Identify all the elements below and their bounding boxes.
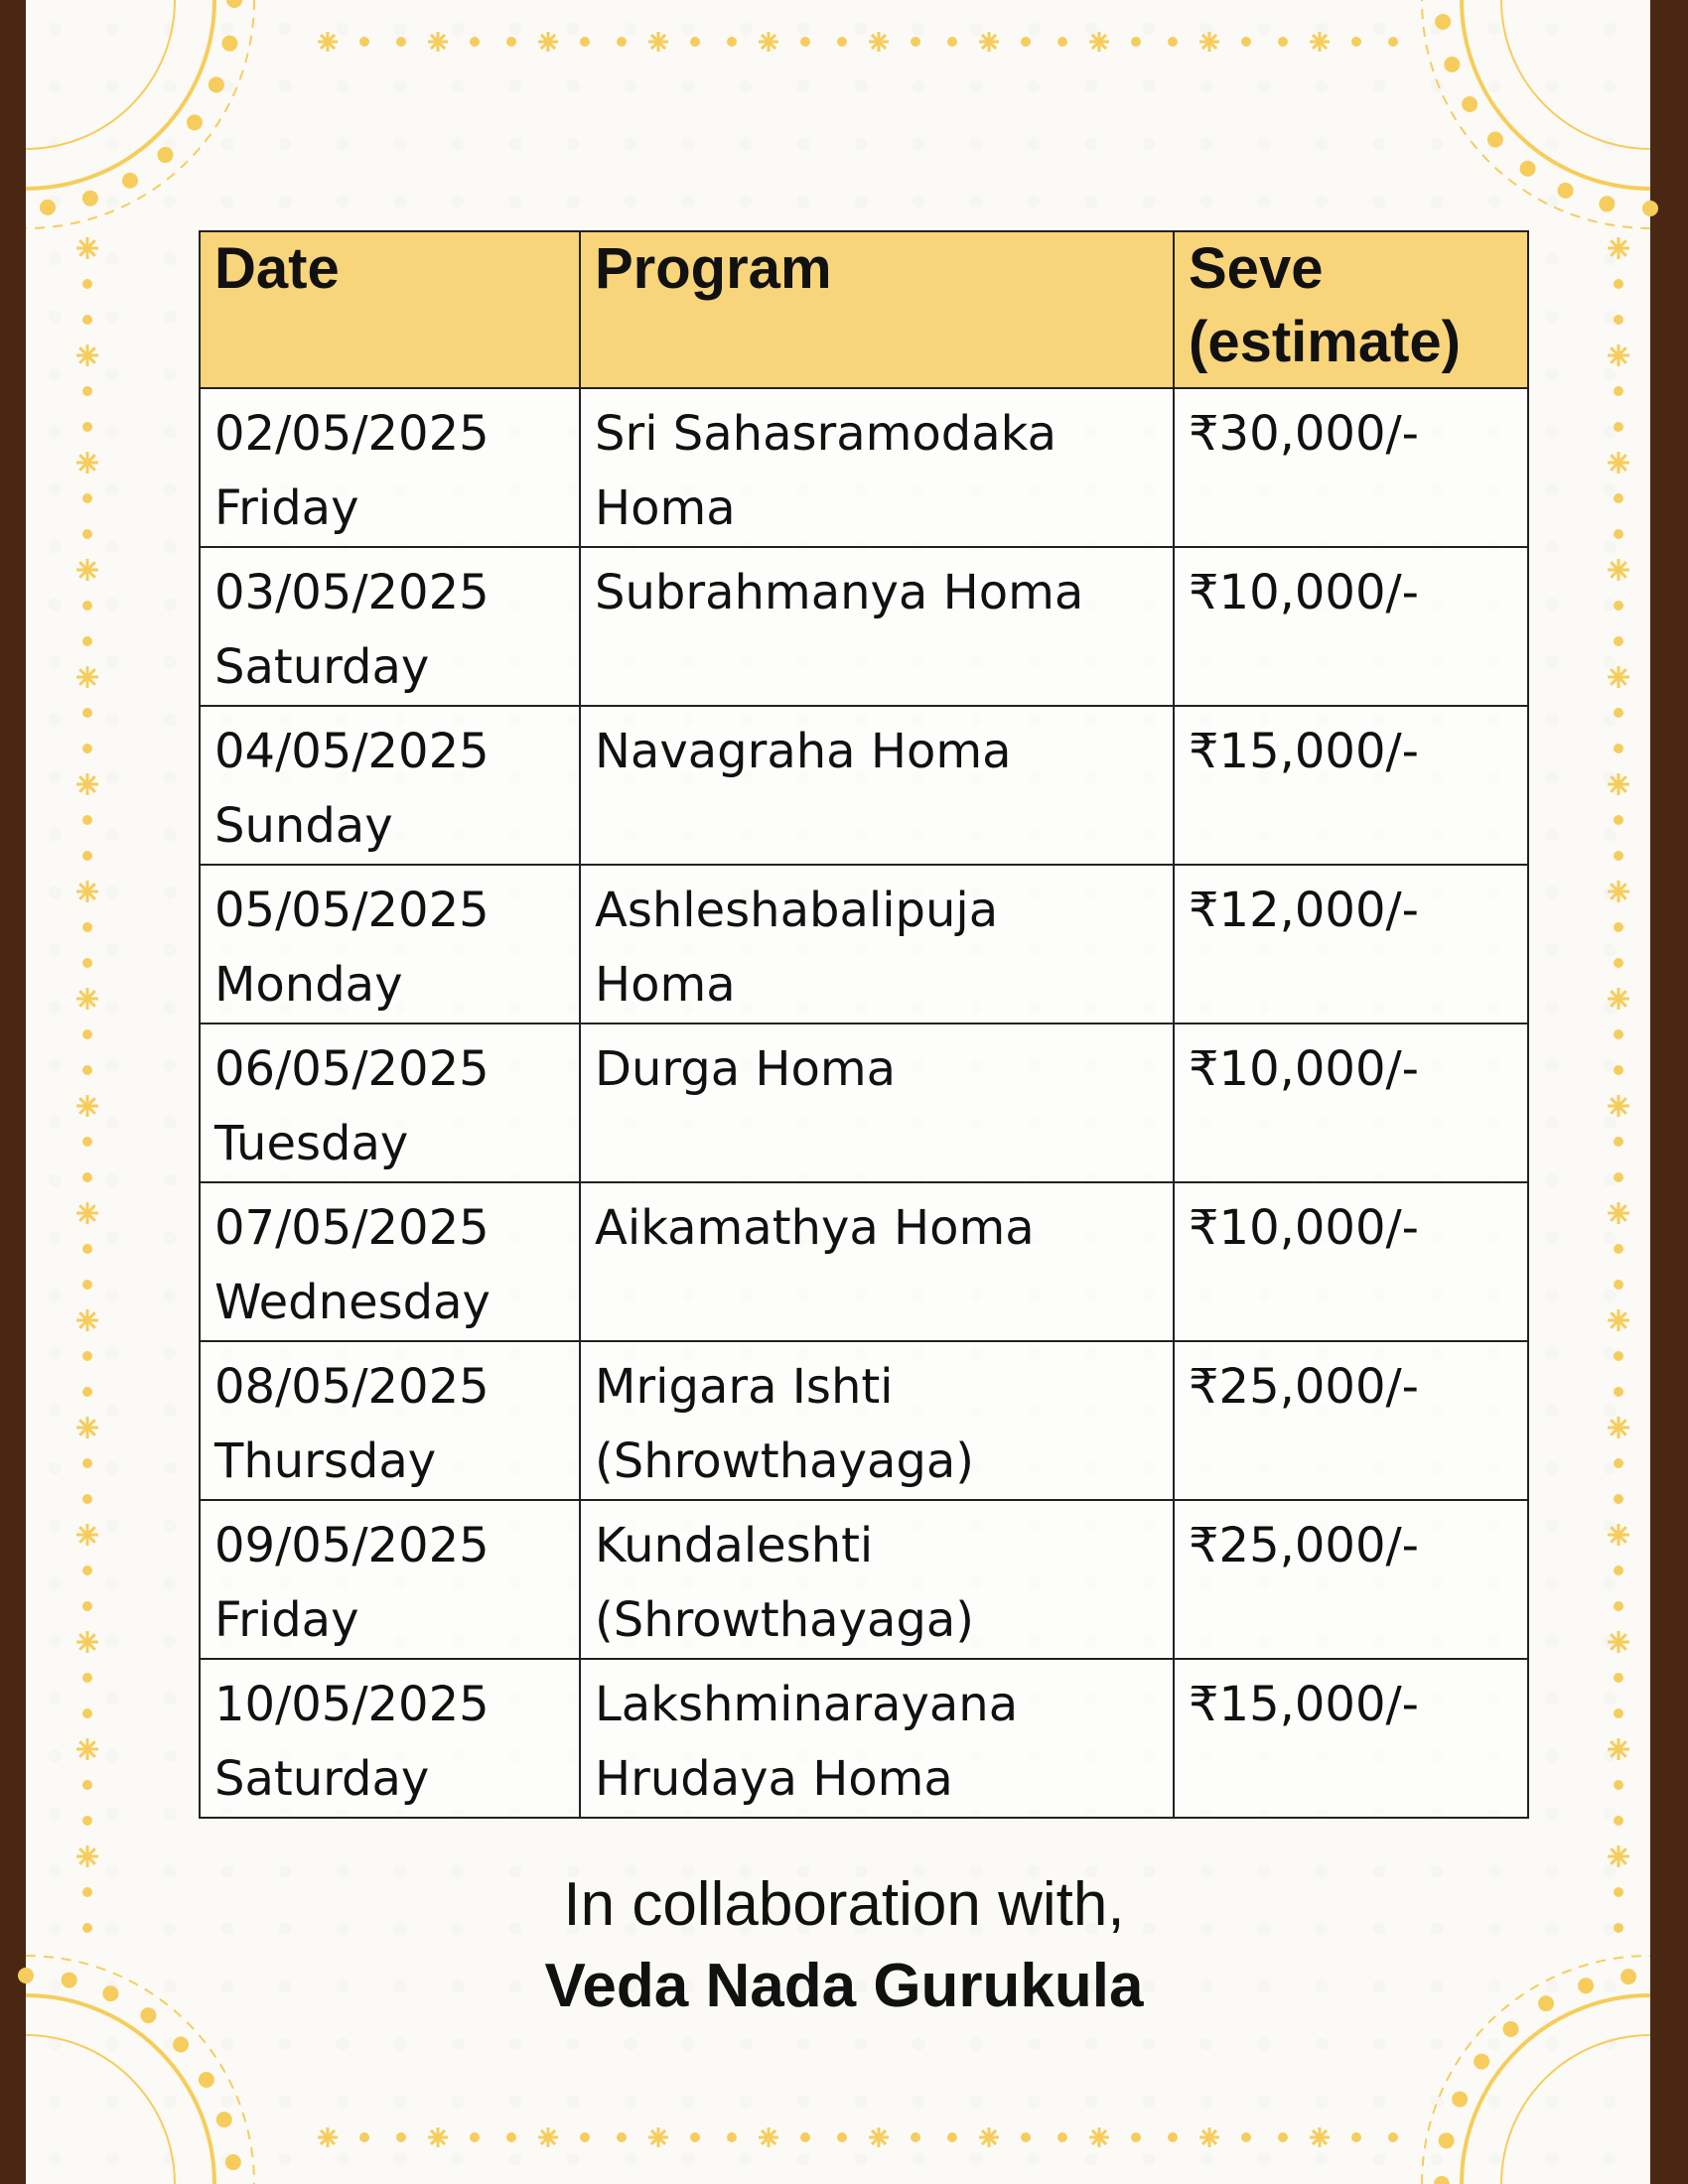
header-seve-line1: Seve [1189, 236, 1324, 301]
date-cell-line1: 10/05/2025 [214, 1677, 490, 1732]
header-seve-line2: (estimate) [1189, 310, 1461, 374]
date-cell [200, 1182, 580, 1341]
program-cell-line2: (Shrowthayaga) [595, 1592, 975, 1648]
program-cell-line1: Durga Homa [595, 1041, 897, 1097]
date-cell-line2: Friday [214, 480, 359, 536]
date-cell-line1: 05/05/2025 [214, 883, 490, 938]
date-cell-line2: Monday [214, 957, 403, 1013]
date-cell-line2: Friday [214, 1592, 359, 1648]
seve-cell [1174, 1659, 1528, 1818]
date-cell [200, 547, 580, 706]
date-cell-line1: 03/05/2025 [214, 565, 490, 620]
seve-cell [1174, 865, 1528, 1024]
header-program: Program [580, 231, 1174, 388]
date-cell [200, 1024, 580, 1182]
table-row [200, 1659, 1528, 1818]
date-cell [200, 706, 580, 865]
program-cell-line2: Homa [595, 957, 736, 1013]
program-cell-line1: Aikamathya Homa [595, 1200, 1035, 1256]
program-cell-line1: Subrahmanya Homa [595, 565, 1084, 620]
seve-cell [1174, 547, 1528, 706]
date-cell-line1: 07/05/2025 [214, 1200, 490, 1256]
table-row [200, 1341, 1528, 1500]
program-cell-line2: (Shrowthayaga) [595, 1433, 975, 1489]
program-cell [580, 388, 1174, 547]
program-cell-line2: Hrudaya Homa [595, 1751, 953, 1807]
date-cell-line2: Saturday [214, 639, 430, 695]
seve-cell [1174, 1500, 1528, 1659]
date-cell-line1: 02/05/2025 [214, 406, 490, 462]
seve-cell-line1: ₹25,000/- [1189, 1518, 1419, 1573]
seve-cell-line1: ₹10,000/- [1189, 1041, 1419, 1097]
header-date: Date [200, 231, 580, 388]
date-cell [200, 1341, 580, 1500]
collaboration-footer [0, 1864, 1688, 2027]
program-cell-line1: Ashleshabalipuja [595, 883, 999, 938]
seve-cell-line1: ₹15,000/- [1189, 724, 1419, 779]
seve-cell-line1: ₹25,000/- [1189, 1359, 1419, 1415]
date-cell [200, 1500, 580, 1659]
table-row [200, 388, 1528, 547]
date-cell-line2: Thursday [214, 1433, 437, 1489]
date-cell [200, 388, 580, 547]
date-cell-line2: Sunday [214, 798, 393, 854]
seve-cell-line1: ₹15,000/- [1189, 1677, 1419, 1732]
date-cell-line1: 04/05/2025 [214, 724, 490, 779]
program-cell-line2: Homa [595, 480, 736, 536]
date-cell [200, 1659, 580, 1818]
collaboration-text: In collaboration with, [563, 1870, 1125, 1939]
program-cell [580, 1659, 1174, 1818]
seve-cell [1174, 706, 1528, 865]
date-cell-line2: Wednesday [214, 1275, 491, 1330]
program-cell [580, 1182, 1174, 1341]
program-cell [580, 706, 1174, 865]
program-cell-line1: Sri Sahasramodaka [595, 406, 1057, 462]
date-cell-line1: 08/05/2025 [214, 1359, 490, 1415]
date-cell-line2: Saturday [214, 1751, 430, 1807]
seve-cell-line1: ₹12,000/- [1189, 883, 1419, 938]
seve-cell-line1: ₹10,000/- [1189, 565, 1419, 620]
table-row [200, 547, 1528, 706]
seve-cell-line1: ₹10,000/- [1189, 1200, 1419, 1256]
program-cell [580, 865, 1174, 1024]
table-row [200, 706, 1528, 865]
program-cell [580, 1500, 1174, 1659]
program-cell-line1: Mrigara Ishti [595, 1359, 894, 1415]
seve-cell-line1: ₹30,000/- [1189, 406, 1419, 462]
table-row [200, 1500, 1528, 1659]
program-cell-line1: Navagraha Homa [595, 724, 1012, 779]
table-row [200, 1024, 1528, 1182]
program-cell [580, 547, 1174, 706]
table-row [200, 1182, 1528, 1341]
table-header-row [200, 231, 1528, 388]
organization-name: Veda Nada Gurukula [544, 1952, 1144, 2020]
program-table-wrapper [199, 230, 1529, 1819]
table-row [200, 865, 1528, 1024]
date-cell-line1: 09/05/2025 [214, 1518, 490, 1573]
program-cell [580, 1341, 1174, 1500]
date-cell [200, 865, 580, 1024]
date-cell-line2: Tuesday [214, 1116, 409, 1171]
seve-cell [1174, 1182, 1528, 1341]
seve-cell [1174, 1341, 1528, 1500]
header-seve [1174, 231, 1528, 388]
seve-cell [1174, 1024, 1528, 1182]
date-cell-line1: 06/05/2025 [214, 1041, 490, 1097]
program-cell-line1: Kundaleshti [595, 1518, 874, 1573]
seve-cell [1174, 388, 1528, 547]
program-cell [580, 1024, 1174, 1182]
program-table [199, 230, 1529, 1819]
program-cell-line1: Lakshminarayana [595, 1677, 1019, 1732]
